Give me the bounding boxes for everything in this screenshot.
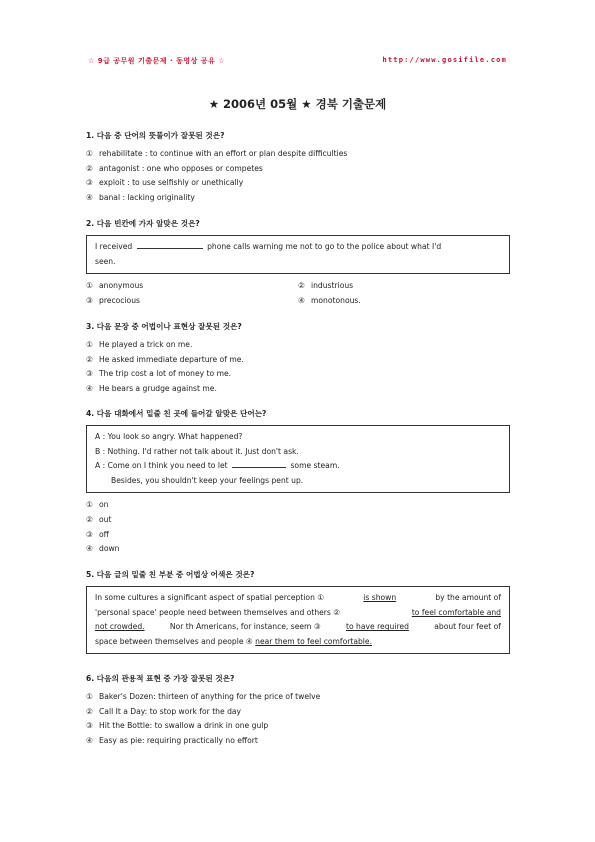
option xyxy=(86,353,510,368)
option-text: out xyxy=(99,514,112,524)
dialogue-line: A : Come on I think you need to let xyxy=(95,461,228,471)
option-text: Call It a Day: to stop work for the day xyxy=(99,706,242,716)
option-mark: ③ xyxy=(86,721,93,731)
underlined-text: to have required xyxy=(346,622,409,632)
underlined-text: to feel comfortable and xyxy=(411,607,501,617)
option-mark: ③ xyxy=(86,295,93,305)
underlined-text: near them to feel comfortable. xyxy=(255,636,373,646)
option-mark: ③ xyxy=(86,369,93,379)
option-text: He bears a grudge against me. xyxy=(99,383,217,393)
option-text: He asked immediate departure of me. xyxy=(99,354,244,364)
passage-text: seen. xyxy=(95,256,116,266)
question-2-passage xyxy=(86,235,510,274)
blank-line xyxy=(137,241,203,249)
option-text: Baker's Dozen: thirteen of anything for the price of twelve xyxy=(99,692,321,701)
option-mark: ④ xyxy=(86,383,93,393)
option xyxy=(86,719,510,734)
option-text: Easy as pie: requiring practically no effort xyxy=(99,735,258,745)
option-mark: ① xyxy=(86,149,93,158)
option-text: precocious xyxy=(99,295,140,305)
option-text: rehabilitate : to continue with an effort or plan despite difficulties xyxy=(99,149,348,158)
option-mark: ② xyxy=(86,514,93,524)
question-2-title: 2. 다음 빈칸에 가자 알맞은 것은? xyxy=(86,219,200,228)
question-3 xyxy=(86,321,510,396)
option-text: He played a trick on me. xyxy=(99,340,193,349)
passage-text: by the amount of xyxy=(435,593,501,602)
question-5-passage xyxy=(86,586,510,654)
option xyxy=(86,734,510,749)
dialogue-line: B : Nothing. I'd rather not talk about it. Just don't ask. xyxy=(95,446,299,456)
option-text: monotonous. xyxy=(311,295,361,305)
option-row xyxy=(86,279,510,294)
option-text: industrious xyxy=(311,281,354,291)
option xyxy=(86,382,510,397)
option-mark: ② xyxy=(298,281,305,291)
option-mark: ① xyxy=(86,500,93,510)
option xyxy=(86,528,510,543)
passage-text: space between themselves and people ④ xyxy=(95,636,253,646)
underlined-text: not crowded. xyxy=(95,622,145,632)
option xyxy=(86,191,510,206)
question-1-title: 1. 다음 중 단어의 뜻풀이가 잘못된 것은? xyxy=(86,131,225,140)
option xyxy=(86,338,510,353)
question-4-dialogue xyxy=(86,425,510,493)
option-mark: ③ xyxy=(86,529,93,539)
option-mark: ④ xyxy=(86,735,93,745)
question-5 xyxy=(86,569,510,659)
option xyxy=(86,705,510,720)
option-mark: ④ xyxy=(86,192,93,202)
question-4 xyxy=(86,408,510,557)
option-mark: ② xyxy=(86,354,93,364)
option-text: exploit : to use selfishly or unethically xyxy=(99,178,244,188)
passage-text: about four feet of xyxy=(434,622,501,632)
passage-text: Nor th Americans, for instance, seem ③ xyxy=(169,622,321,632)
question-3-title: 3. 다음 문장 중 어법이나 표현상 잘못된 것은? xyxy=(86,322,242,331)
blank-line xyxy=(232,460,286,468)
underlined-text: is shown xyxy=(363,593,397,602)
option-mark: ④ xyxy=(298,295,305,305)
option-text: off xyxy=(99,529,109,539)
option-text: anonymous xyxy=(99,281,144,291)
question-4-title: 4. 다음 대화에서 밑줄 친 곳에 들어갈 알맞은 단어는? xyxy=(86,409,267,418)
option xyxy=(86,162,510,177)
dialogue-line: some steam. xyxy=(290,461,340,471)
passage-text: In some cultures a significant aspect of spatial perception ① xyxy=(95,593,325,602)
option xyxy=(86,176,510,191)
option xyxy=(86,513,510,528)
option-text: on xyxy=(99,500,109,510)
dialogue-line: Besides, you shouldn't keep your feelings pent up. xyxy=(111,475,304,485)
option xyxy=(86,690,510,705)
option-row xyxy=(86,294,510,309)
header-url[interactable]: http://www.gosifile.com xyxy=(382,56,507,64)
page-header xyxy=(88,56,507,66)
option-text: banal : lacking originality xyxy=(99,192,195,202)
dialogue-line: A : You look so angry. What happened? xyxy=(95,432,243,441)
passage-text: phone calls warning me not to go to the police about what I'd xyxy=(207,242,442,251)
header-left-text: ☆ 9급 공무원 기출문제 · 동영상 공유 ☆ xyxy=(88,57,226,65)
option-text: antagonist : one who opposes or competes xyxy=(99,163,263,173)
option-text: down xyxy=(99,544,120,554)
question-2 xyxy=(86,218,510,308)
option xyxy=(86,542,510,557)
question-5-title: 5. 다음 글의 밑줄 친 부분 중 어법상 어색은 것은? xyxy=(86,570,255,579)
option-mark: ④ xyxy=(86,544,93,554)
option xyxy=(86,367,510,382)
option xyxy=(86,147,510,162)
question-6-title: 6. 다음의 관용적 표현 중 가장 잘못된 것은? xyxy=(86,674,235,683)
option-mark: ③ xyxy=(86,178,93,188)
option-mark: ① xyxy=(86,692,93,701)
option-mark: ② xyxy=(86,163,93,173)
question-1 xyxy=(86,130,510,205)
option-mark: ① xyxy=(86,340,93,349)
passage-text: I received xyxy=(95,242,133,251)
page-title: ★ 2006년 05월 ★ 경북 기출문제 xyxy=(208,97,387,111)
option-mark: ① xyxy=(86,281,93,291)
option-mark: ② xyxy=(86,706,93,716)
option xyxy=(86,498,510,513)
question-6 xyxy=(86,673,510,748)
option-text: Hit the Bottle: to swallow a drink in one gulp xyxy=(99,721,269,731)
option-text: The trip cost a lot of money to me. xyxy=(99,369,232,379)
passage-text: 'personal space' people need between themselves and others ② xyxy=(95,607,341,617)
